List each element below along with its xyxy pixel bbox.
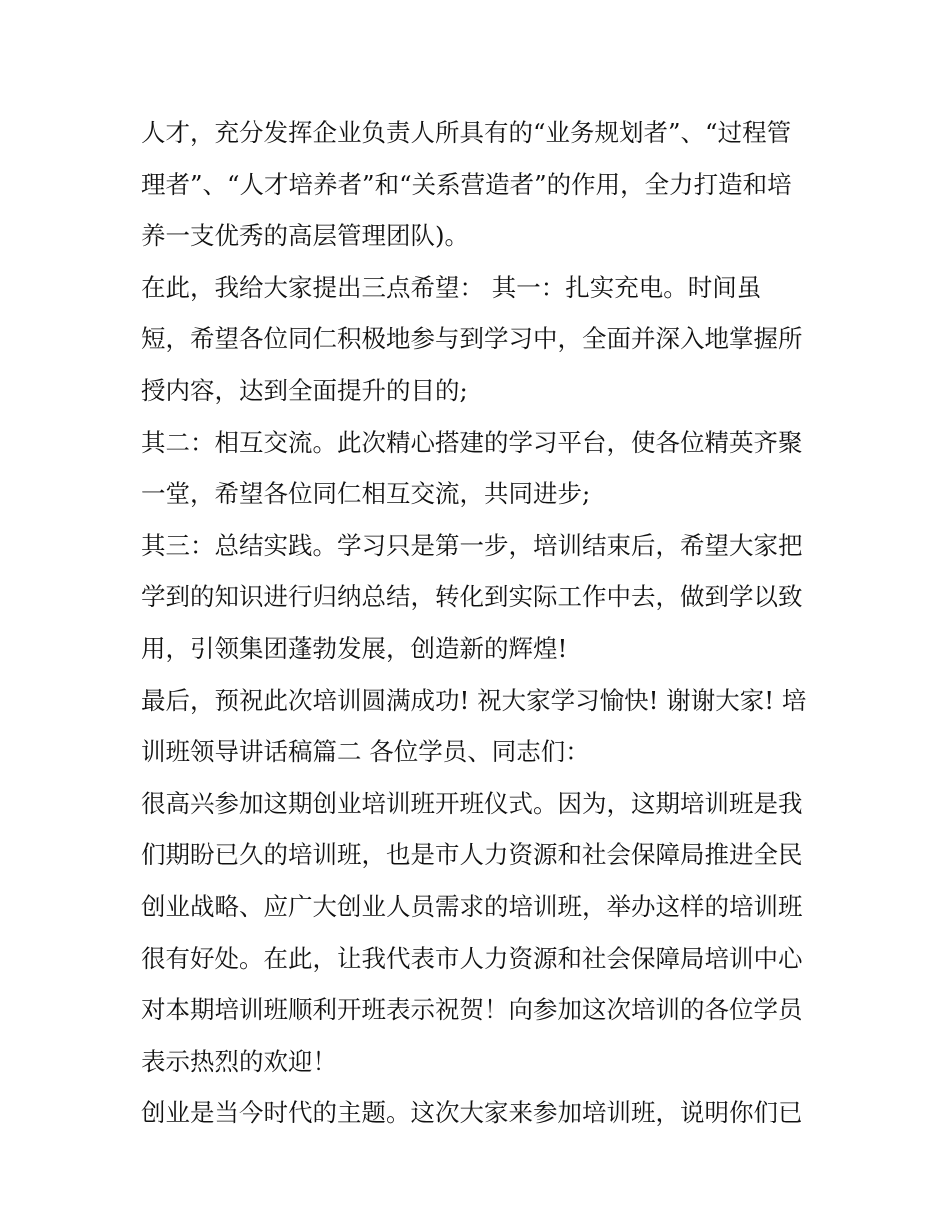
text-line: 创业战略、应广大创业人员需求的培训班，举办这样的培训班 [141, 891, 803, 921]
text-line: 短，希望各位同仁积极地参与到学习中，全面并深入地掌握所 [141, 324, 803, 354]
text-line: 很有好处。在此，让我代表市人力资源和社会保障局培训中心 [141, 943, 803, 973]
text-line: 们期盼已久的培训班，也是市人力资源和社会保障局推进全民 [141, 840, 803, 870]
text-line: 用，引领集团蓬勃发展，创造新的辉煌! [141, 633, 568, 663]
text-line: 其二：相互交流。此次精心搭建的学习平台，使各位精英齐聚 [141, 427, 803, 457]
text-line: 其三：总结实践。学习只是第一步，培训结束后，希望大家把 [141, 530, 803, 560]
text-line: 在此，我给大家提出三点希望： 其一：扎实充电。时间虽 [141, 272, 762, 302]
document-body [141, 107, 821, 1139]
text-line: 创业是当今时代的主题。这次大家来参加培训班，说明你们已 [141, 1098, 803, 1128]
text-line: 最后，预祝此次培训圆满成功! 祝大家学习愉快! 谢谢大家! 培 [141, 685, 807, 715]
text-line: 养一支优秀的高层管理团队)。 [141, 221, 470, 251]
text-line: 人才，充分发挥企业负责人所具有的“业务规划者”、“过程管 [141, 118, 792, 147]
text-line: 授内容，达到全面提升的目的; [141, 375, 468, 405]
text-line: 学到的知识进行归纳总结，转化到实际工作中去，做到学以致 [141, 582, 803, 612]
text-line: 训班领导讲话稿篇二 各位学员、同志们： [141, 737, 590, 767]
text-line: 一堂，希望各位同仁相互交流，共同进步; [141, 479, 591, 509]
text-line: 对本期培训班顺利开班表示祝贺！向参加这次培训的各位学员 [141, 995, 803, 1025]
text-line: 理者”、“人才培养者”和“关系营造者”的作用，全力打造和培 [141, 169, 792, 199]
text-line: 很高兴参加这期创业培训班开班仪式。因为，这期培训班是我 [141, 788, 803, 818]
text-line: 表示热烈的欢迎！ [141, 1046, 337, 1076]
